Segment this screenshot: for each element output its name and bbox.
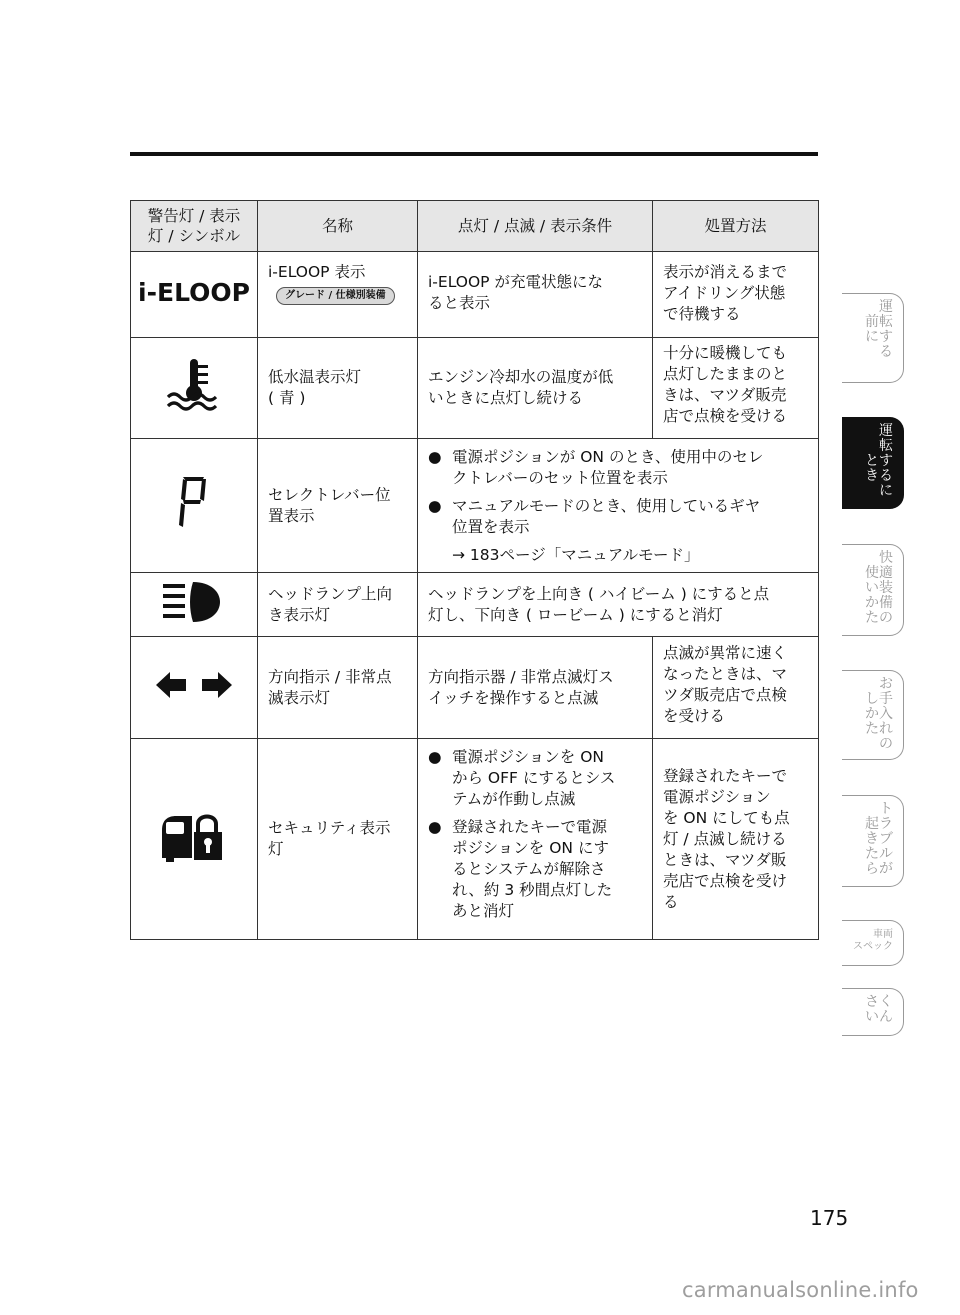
condition-cell: i-ELOOP が充電状態にな ると表示 (428, 273, 603, 312)
bullet-icon: ● (428, 818, 442, 836)
table-row (131, 573, 819, 637)
side-tab-vehicle-specs[interactable]: 車両 スペック (842, 920, 904, 966)
header-name: 名称 (258, 201, 418, 252)
name-cell: i-ELOOP 表示 (268, 263, 366, 281)
list-item: ● 電源ポジションを ON から OFF にするとシス テムが作動し点滅 (428, 748, 616, 808)
bullet-icon: ● (428, 748, 442, 766)
name-cell: ヘッドランプ上向 き表示灯 (268, 584, 393, 624)
condition-cell: ヘッドランプを上向き ( ハイビーム ) にすると点 灯し、下向き ( ロービーム ) にすると消灯 (428, 584, 770, 624)
list-item: ● 電源ポジションが ON のとき、使用中のセレ クトレバーのセット位置を表示 (428, 448, 764, 487)
side-tab-before-driving[interactable]: 運 前転 にす る (842, 293, 904, 383)
bullet-icon: ● (428, 448, 442, 466)
name-cell: セレクトレバー位 置表示 (268, 485, 391, 525)
table-row (131, 252, 819, 338)
table-row (131, 439, 819, 573)
table-row (131, 338, 819, 439)
table-row (131, 739, 819, 940)
grade-badge: グレード / 仕様別装備 (276, 287, 395, 305)
turn-signal-icon (154, 669, 234, 701)
table-row (131, 637, 819, 739)
name-cell: 低水温表示灯 ( 青 ) (268, 368, 362, 407)
page-number: 175 (810, 1206, 849, 1230)
action-cell: 点滅が異常に速く なったときは、マ ツダ販売店で点検 を受ける (663, 644, 788, 725)
condition-cell: 方向指示器 / 非常点滅灯ス イッチを操作すると点滅 (428, 667, 614, 707)
side-tab-troubleshooting[interactable]: ト 起ラ きブ たル らが (842, 795, 904, 887)
i-eloop-icon: i-ELOOP (138, 278, 250, 307)
action-cell: 十分に暖機しても 点灯したままのと きは、マツダ販売 店で点検を受ける (663, 344, 788, 425)
action-cell: 登録されたキーで 電源ポジション を ON にしても点 灯 / 点滅し続ける ときは、マツダ販 売店で点検を受け る (663, 766, 790, 911)
side-tab-maintenance[interactable]: お し手 か入 たれ の (842, 670, 904, 760)
list-item: ● マニュアルモードのとき、使用しているギヤ 位置を表示 (428, 497, 761, 536)
side-tab-comfort-equipment[interactable]: 快 使適 い装 か備 たの (842, 544, 904, 636)
bullet-icon: ● (428, 497, 442, 515)
header-condition: 点灯 / 点滅 / 表示条件 (418, 201, 653, 252)
name-cell: 方向指示 / 非常点 滅表示灯 (268, 667, 392, 707)
side-tab-index[interactable]: さく いん (842, 988, 904, 1036)
page-reference-link[interactable]: → 183ページ「マニュアルモード」 (452, 546, 700, 564)
watermark: carmanualsonline.info (682, 1278, 919, 1302)
name-cell: セキュリティ表示 灯 (268, 819, 391, 858)
low-coolant-temperature-icon (164, 357, 224, 413)
header-rule (130, 152, 818, 156)
condition-cell: エンジン冷却水の温度が低 いときに点灯し続ける (428, 368, 614, 407)
warning-light-table (130, 200, 819, 940)
table-header-row (131, 201, 819, 252)
selector-lever-position-icon (174, 473, 214, 533)
list-item: ● 登録されたキーで電源 ポジションを ON にす るとシステムが解除さ れ、約 3 秒間点灯した あと消灯 (428, 818, 613, 920)
action-cell: 表示が消えるまで アイドリング状態 で待機する (663, 263, 788, 323)
high-beam-icon (159, 580, 229, 624)
header-action: 処置方法 (653, 201, 819, 252)
side-tab-while-driving[interactable]: 運 転 とす きる に (842, 417, 904, 509)
header-symbol: 警告灯 / 表示 灯 / シンボル (131, 201, 258, 252)
security-indicator-icon (158, 808, 230, 864)
